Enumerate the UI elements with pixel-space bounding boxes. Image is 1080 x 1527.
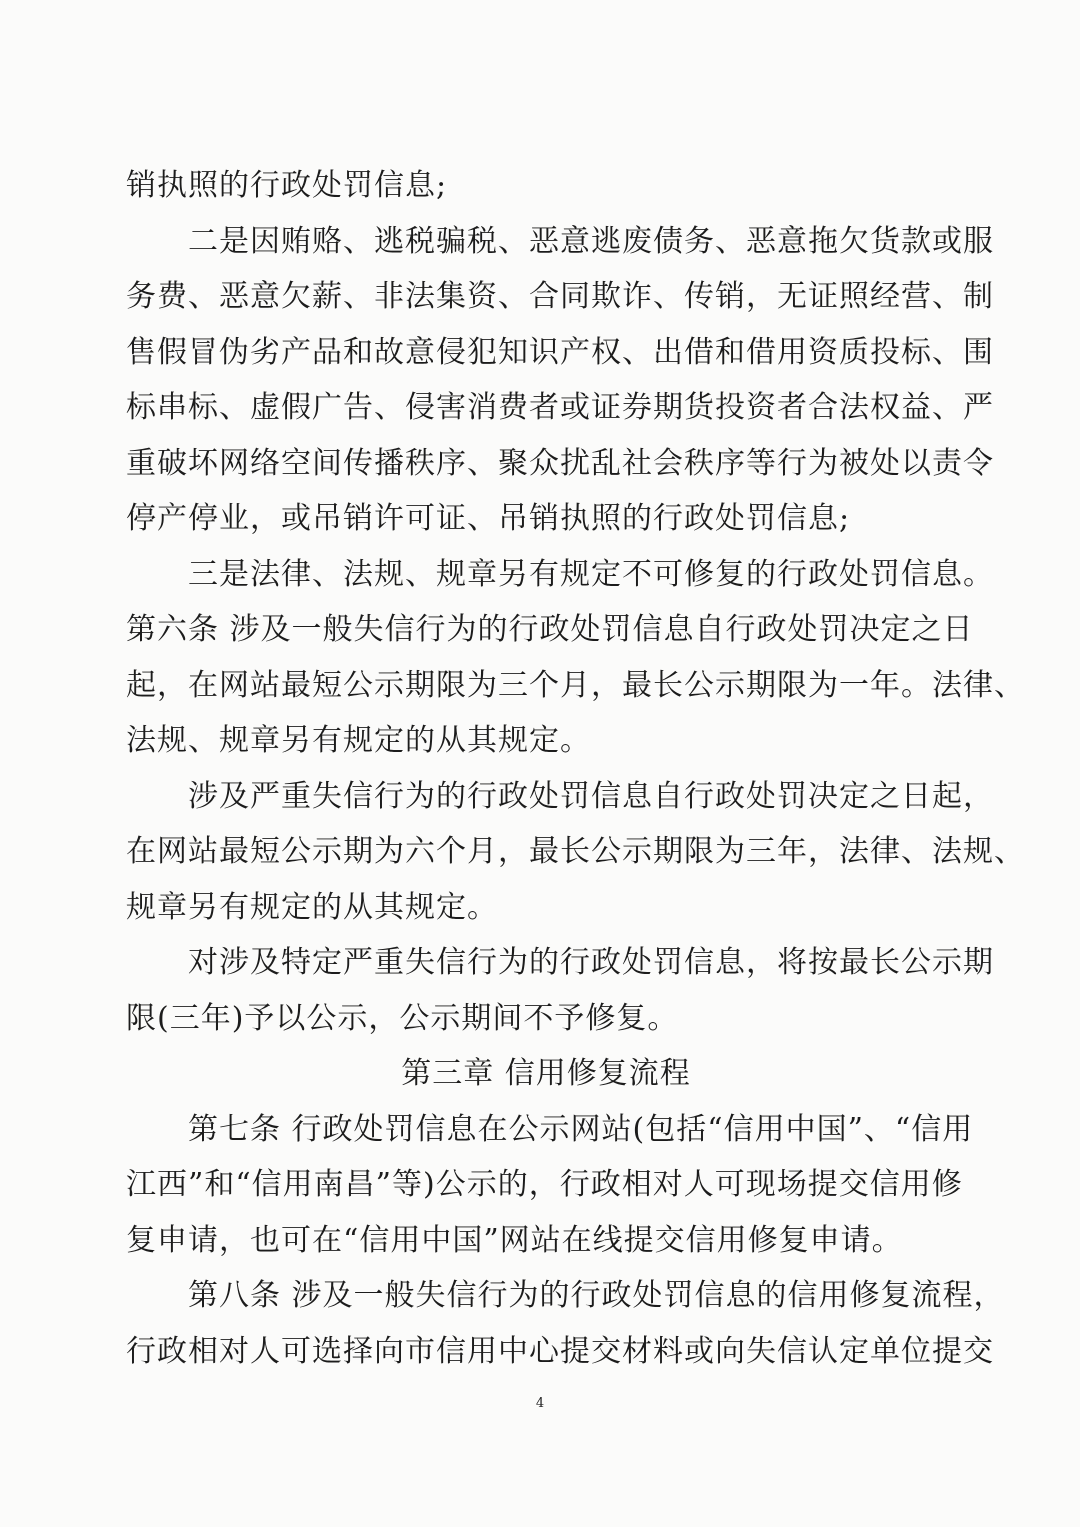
text-line: 二是因贿赂、逃税骗税、恶意逃废债务、恶意拖欠货款或服 bbox=[188, 223, 994, 259]
text-line: 法规、规章另有规定的从其规定。 bbox=[126, 723, 591, 758]
document-body bbox=[126, 158, 1025, 1379]
chapter-heading: 第三章 信用修复流程 bbox=[401, 1056, 691, 1091]
text-line: 重破坏网络空间传播秩序、聚众扰乱社会秩序等行为被处以责令 bbox=[126, 445, 994, 481]
text-line: 限(三年)予以公示，公示期间不予修复。 bbox=[126, 1000, 679, 1036]
text-line: 起，在网站最短公示期限为三个月，最长公示期限为一年。法律、 bbox=[126, 667, 1025, 703]
text-line: 第七条 行政处罚信息在公示网站(包括“信用中国”、“信用 bbox=[188, 1111, 974, 1147]
text-line: 销执照的行政处罚信息; bbox=[126, 168, 448, 203]
text-line: 涉及严重失信行为的行政处罚信息自行政处罚决定之日起， bbox=[188, 778, 994, 814]
text-line: 停产停业，或吊销许可证、吊销执照的行政处罚信息; bbox=[126, 501, 851, 536]
text-line: 江西”和“信用南昌”等)公示的，行政相对人可现场提交信用修 bbox=[126, 1167, 963, 1202]
text-line: 第六条 涉及一般失信行为的行政处罚信息自行政处罚决定之日 bbox=[126, 612, 974, 647]
text-line: 在网站最短公示期为六个月，最长公示期限为三年，法律、法规、 bbox=[126, 834, 1025, 869]
text-line: 售假冒伪劣产品和故意侵犯知识产权、出借和借用资质投标、围 bbox=[126, 334, 994, 370]
text-line: 对涉及特定严重失信行为的行政处罚信息，将按最长公示期 bbox=[188, 945, 994, 980]
page-number: 4 bbox=[535, 1396, 545, 1411]
text-line: 第八条 涉及一般失信行为的行政处罚信息的信用修复流程， bbox=[188, 1278, 1005, 1313]
text-line: 三是法律、法规、规章另有规定不可修复的行政处罚信息。 bbox=[188, 556, 994, 592]
text-line: 标串标、虚假广告、侵害消费者或证券期货投资者合法权益、严 bbox=[126, 390, 994, 425]
text-line: 规章另有规定的从其规定。 bbox=[126, 889, 498, 925]
text-line: 复申请，也可在“信用中国”网站在线提交信用修复申请。 bbox=[126, 1222, 903, 1258]
text-line: 务费、恶意欠薪、非法集资、合同欺诈、传销，无证照经营、制 bbox=[126, 279, 994, 314]
text-line: 行政相对人可选择向市信用中心提交材料或向失信认定单位提交 bbox=[126, 1333, 994, 1369]
